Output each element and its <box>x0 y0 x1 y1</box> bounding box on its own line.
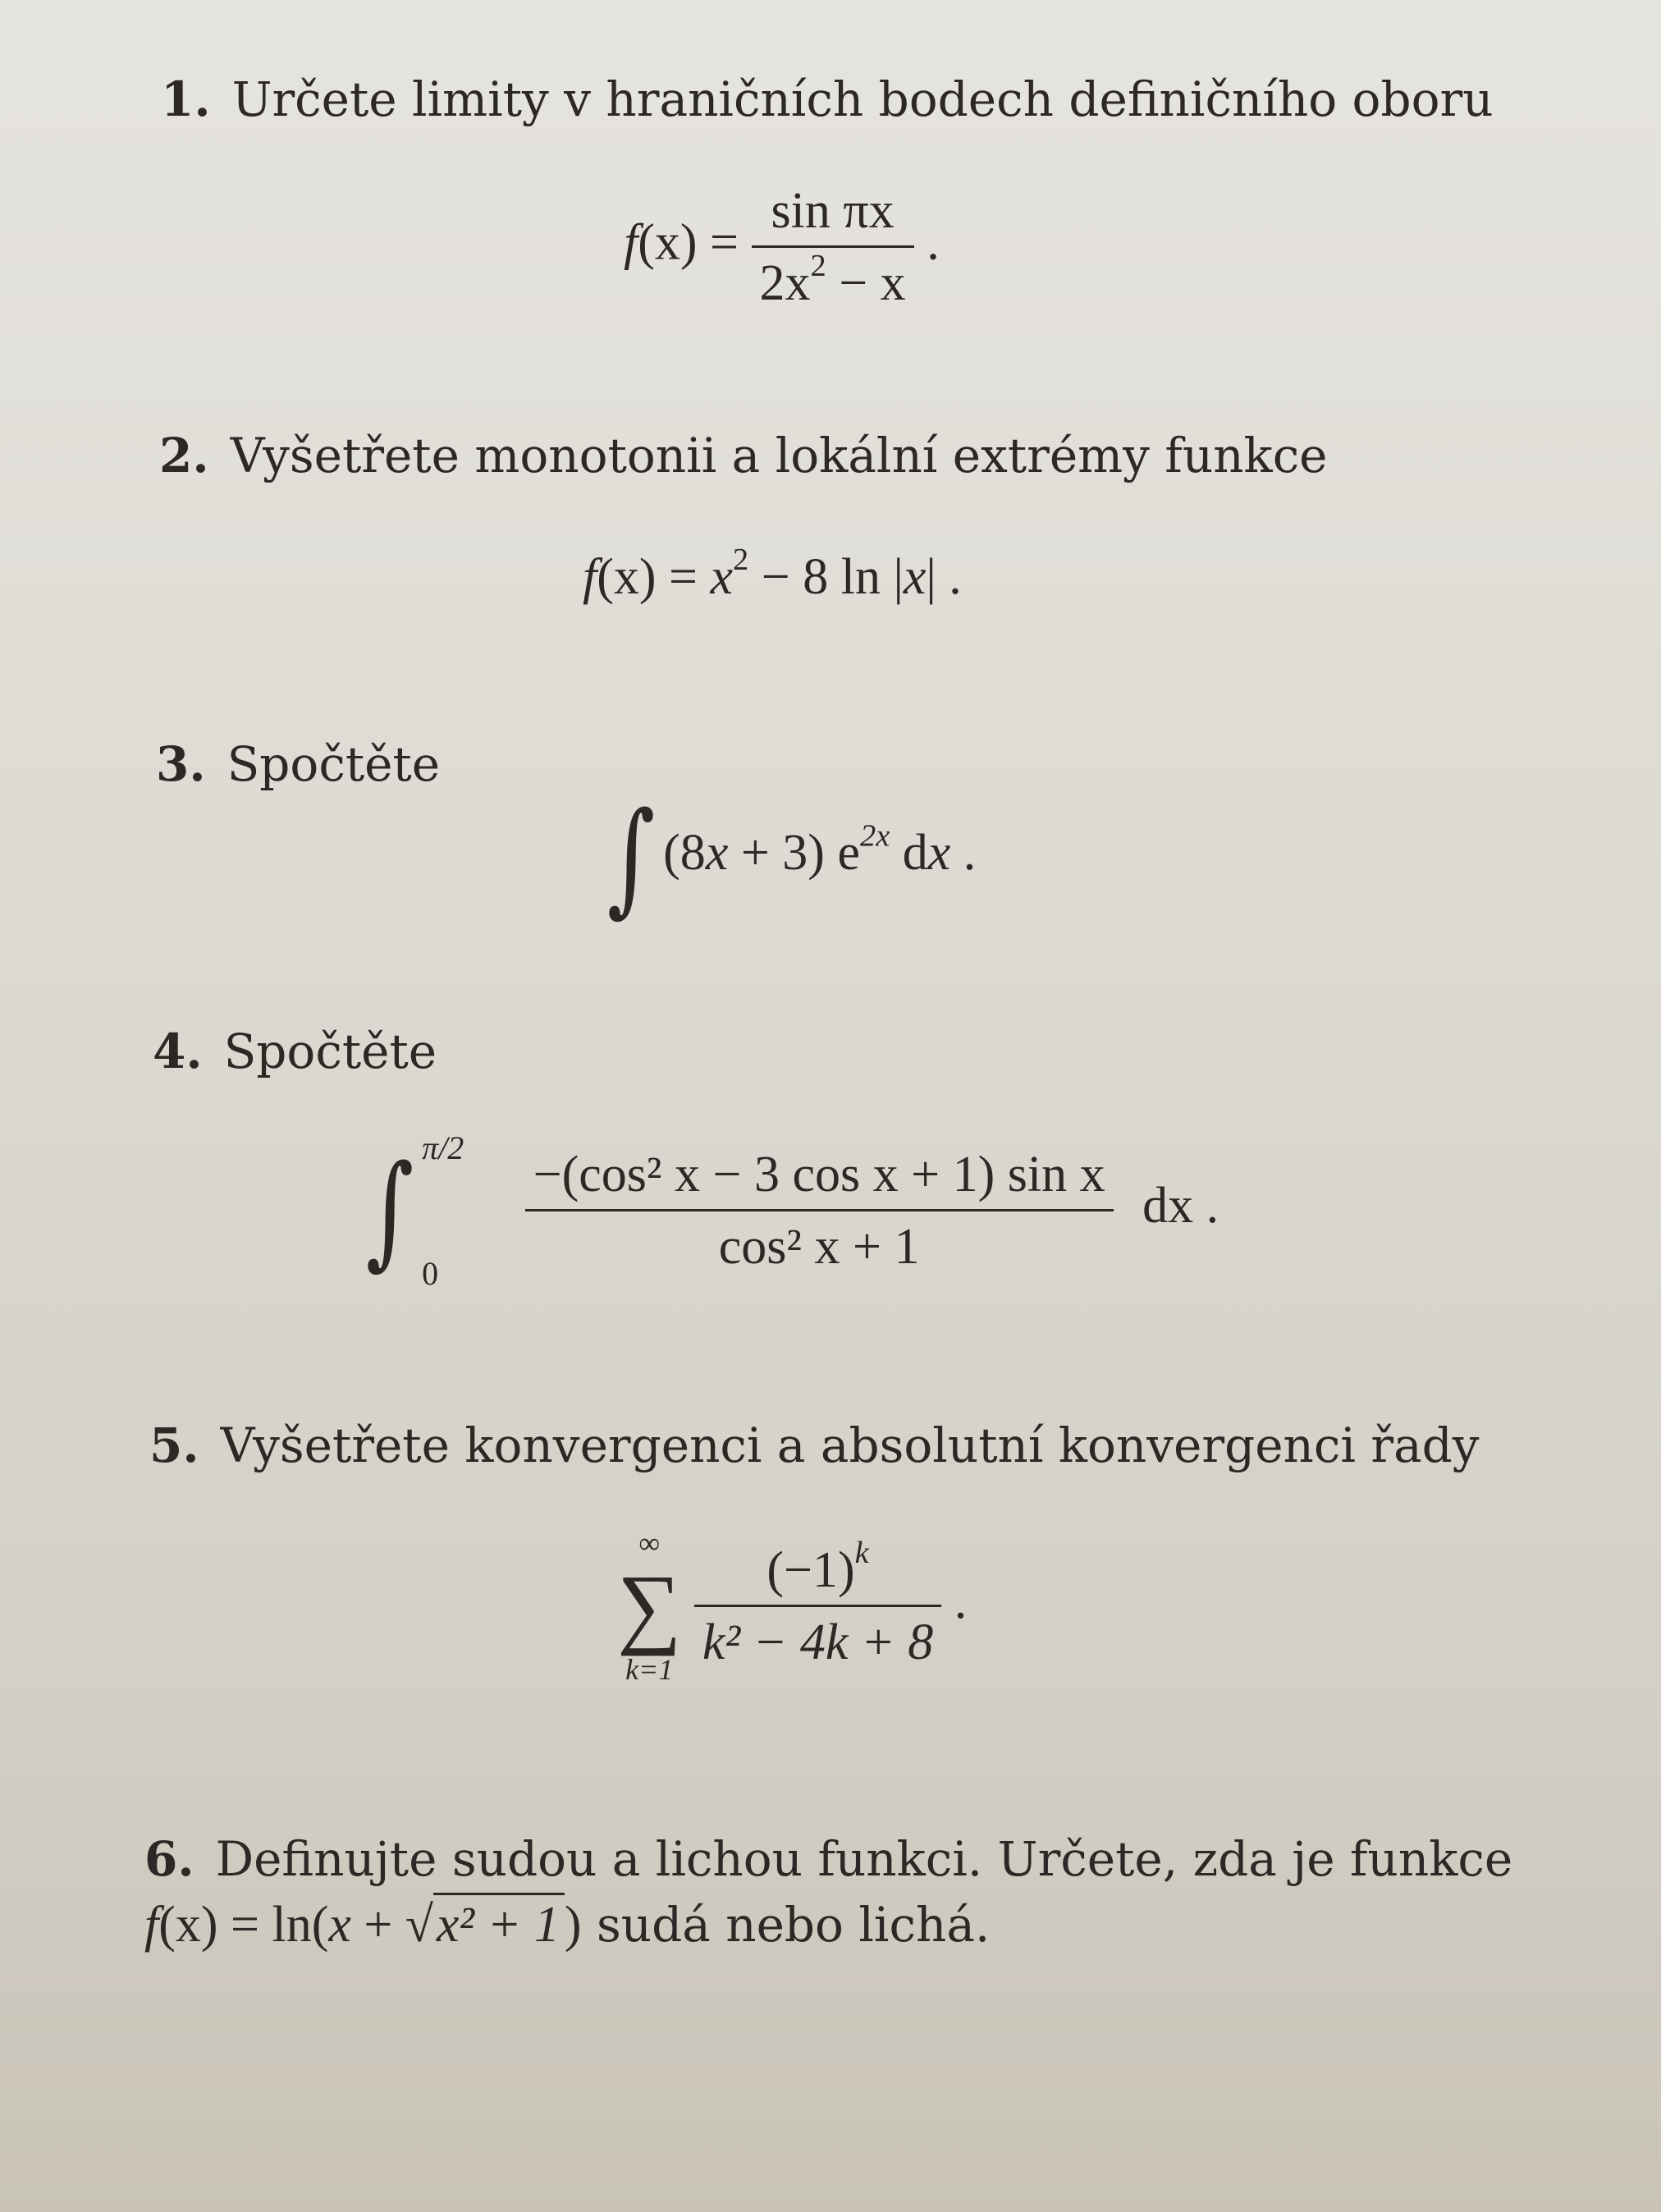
radicand: x² + 1 <box>433 1893 565 1953</box>
formula-end: . <box>927 214 940 271</box>
problem-text: Určete limity v hraničních bodech definičního oboru <box>231 71 1494 127</box>
problem-6-question: sudá nebo lichá. <box>581 1897 991 1953</box>
fraction-denominator: k² − 4k + 8 <box>694 1605 941 1672</box>
problem-3-formula: ∫ (8x + 3) $e^{2x}$ dx . <box>606 786 977 929</box>
sigma-sign: ∑ <box>617 1556 682 1656</box>
problem-4-heading <box>153 1024 437 1079</box>
formula-argument: (x) = <box>638 214 739 271</box>
problem-2-heading <box>159 428 1328 483</box>
problem-number: 3. <box>156 736 206 792</box>
problem-3-heading <box>156 737 440 792</box>
problem-1-heading <box>161 72 1494 127</box>
fraction-numerator: $(-1)^k$ <box>766 1535 869 1598</box>
problem-6-second-line: f(x) = ln(x + √x² + 1) sudá nebo lichá. <box>144 1896 990 1954</box>
fraction <box>752 182 914 313</box>
problem-number: 1. <box>161 71 211 127</box>
formula-tail: dx . <box>1142 1178 1219 1234</box>
problem-number: 6. <box>144 1831 194 1887</box>
problem-text: Definujte sudou a lichou funkci. Určete, zda je funkce <box>215 1831 1513 1887</box>
problem-text: Spočtěte <box>223 1024 437 1079</box>
integral-limits <box>422 1129 512 1293</box>
summation <box>617 1528 681 1684</box>
problem-4-formula <box>358 1129 1219 1293</box>
problem-1-formula <box>624 182 940 313</box>
sum-upper-limit: ∞ <box>638 1527 661 1559</box>
problem-5-formula <box>617 1528 967 1684</box>
fraction-numerator: −(cos² x − 3 cos x + 1) sin x <box>533 1146 1105 1202</box>
problem-2-formula: $f(x) = x^2 - 8$ ln |x| . <box>583 543 962 605</box>
lower-limit: 0 <box>422 1255 439 1292</box>
integral-sign: ∫ <box>365 1139 414 1282</box>
fraction <box>525 1146 1114 1276</box>
function-symbol: f <box>624 214 638 271</box>
problem-number: 5. <box>149 1417 199 1473</box>
fraction-denominator: cos² x + 1 <box>525 1209 1114 1276</box>
fraction-numerator: sin πx <box>771 183 895 239</box>
formula-end: . <box>954 1573 968 1630</box>
problem-text: Vyšetřete monotonii a lokální extrémy funkce <box>230 428 1328 483</box>
problem-text: Spočtěte <box>226 736 441 792</box>
problem-number: 4. <box>153 1024 203 1079</box>
problem-5-heading <box>149 1418 1480 1473</box>
problem-text: Vyšetřete konvergenci a absolutní konvergenci řady <box>220 1417 1480 1473</box>
problem-number: 2. <box>159 428 209 483</box>
sum-lower-limit: k=1 <box>625 1653 674 1686</box>
fraction <box>694 1535 941 1672</box>
integral-sign: ∫ <box>606 786 656 929</box>
upper-limit: π/2 <box>422 1129 464 1166</box>
fraction-denominator: $2x^2 - x$ <box>752 245 914 313</box>
problem-6-heading <box>144 1832 1512 1887</box>
